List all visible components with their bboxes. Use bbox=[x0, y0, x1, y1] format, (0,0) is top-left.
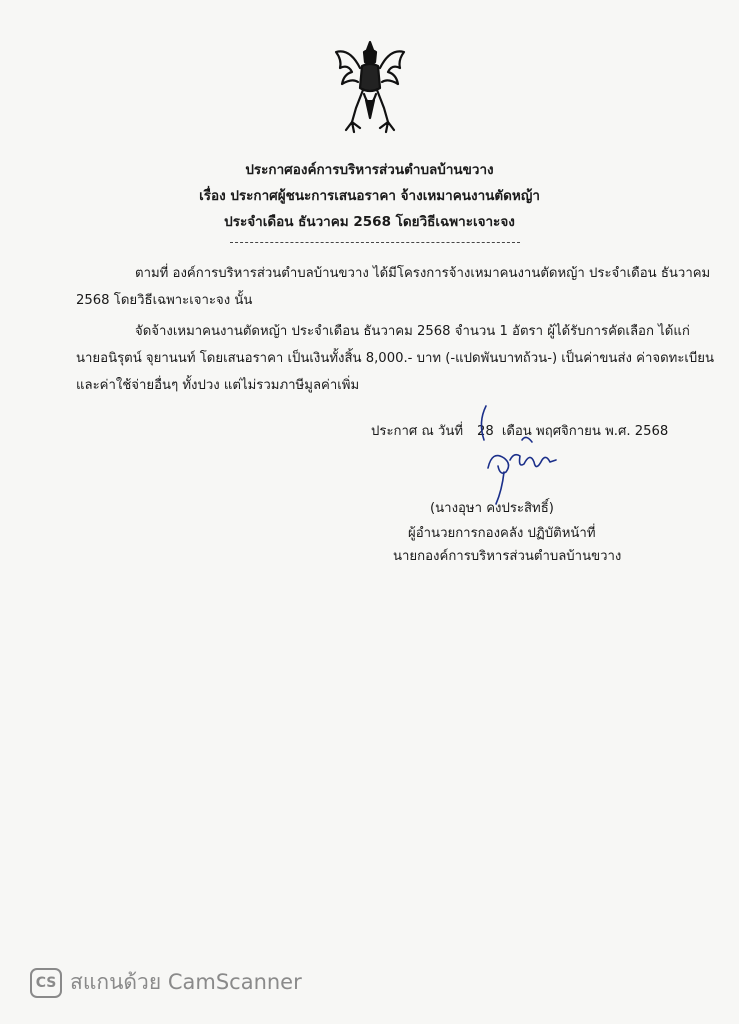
signatory-position-2: นายกองค์การบริหารส่วนตำบลบ้านขวาง bbox=[393, 549, 622, 564]
announcement-month-year: เดือน พฤศจิกายน พ.ศ. 2568 bbox=[501, 424, 669, 439]
paragraph-2-line-1: จัดจ้างเหมาคนงานตัดหญ้า ประจำเดือน ธันวาคม 2568 จำนวน 1 อัตรา ผู้ได้รับการคัดเลือก ได้แก่ bbox=[135, 324, 690, 339]
paragraph-1-line-2: 2568 โดยวิธีเฉพาะเจาะจง นั้น bbox=[76, 293, 253, 308]
signatory-name: (นางอุษา คงประสิทธิ์) bbox=[430, 501, 554, 516]
camscanner-text: สแกนด้วย CamScanner bbox=[70, 970, 302, 994]
camscanner-logo-icon: CS bbox=[30, 968, 62, 998]
announcement-subject: เรื่อง ประกาศผู้ชนะการเสนอราคา จ้างเหมาคนงานตัดหญ้า bbox=[199, 188, 540, 204]
handwritten-signature bbox=[470, 400, 580, 510]
signatory-position-1: ผู้อำนวยการกองคลัง ปฏิบัติหน้าที่ bbox=[408, 526, 596, 541]
announcement-period: ประจำเดือน ธันวาคม 2568 โดยวิธีเฉพาะเจาะจง bbox=[224, 214, 515, 230]
paragraph-2-line-3: และค่าใช้จ่ายอื่นๆ ทั้งปวง แต่ไม่รวมภาษีมูลค่าเพิ่ม bbox=[76, 378, 360, 393]
announcement-day: 28 bbox=[477, 424, 494, 439]
garuda-emblem-icon bbox=[330, 38, 410, 138]
paragraph-1-line-1: ตามที่ องค์การบริหารส่วนตำบลบ้านขวาง ได้มีโครงการจ้างเหมาคนงานตัดหญ้า ประจำเดือน ธันวาคม bbox=[135, 266, 711, 281]
announcement-org-title: ประกาศองค์การบริหารส่วนตำบลบ้านขวาง bbox=[245, 162, 494, 178]
announcement-date-label: ประกาศ ณ วันที่ bbox=[371, 424, 464, 439]
camscanner-watermark bbox=[30, 966, 302, 999]
paragraph-2-line-2: นายอนิรุตน์ จุยานนท์ โดยเสนอราคา เป็นเงินทั้งสิ้น 8,000.- บาท (-แปดพันบาทถ้วน-) เป็นค่าขนส่ง ค่าจดทะเบียน bbox=[76, 351, 715, 366]
header-divider bbox=[230, 242, 520, 243]
